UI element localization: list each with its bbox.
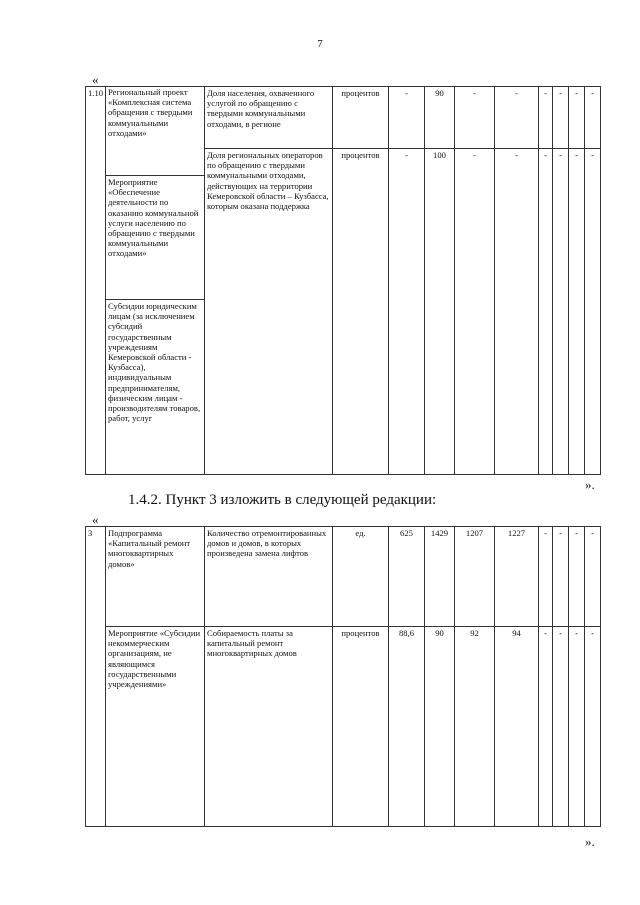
- value-cell: 90: [425, 627, 455, 827]
- value-cell: -: [553, 87, 569, 149]
- unit-cell: процентов: [333, 87, 389, 149]
- row-number: 1.10: [86, 87, 106, 475]
- value-cell: -: [585, 149, 601, 475]
- value-cell: 1207: [455, 527, 495, 627]
- value-cell: -: [553, 149, 569, 475]
- value-cell: 1227: [495, 527, 539, 627]
- table-row: [86, 627, 601, 827]
- table-row: [86, 527, 601, 627]
- value-cell: -: [585, 627, 601, 827]
- value-cell: -: [585, 87, 601, 149]
- value-cell: -: [539, 87, 553, 149]
- value-cell: 92: [455, 627, 495, 827]
- value-cell: -: [569, 149, 585, 475]
- value-cell: 100: [425, 149, 455, 475]
- section-heading: 1.4.2. Пункт 3 изложить в следующей редакции:: [128, 492, 437, 508]
- indicator-name: Количество отремонтированных домов и домов, в которых произведена замена лифтов: [205, 527, 333, 627]
- close-quote-2: ».: [585, 834, 595, 849]
- value-cell: 625: [389, 527, 425, 627]
- subsidy-name: Субсидии юридическим лицам (за исключением субсидий государственным учреждениям Кемеровской области - Кузбасса), индивидуальным предпринимателям, физическим лицам - производителям товаров, работ, услуг: [106, 299, 204, 424]
- value-cell: 94: [495, 627, 539, 827]
- measure-name: Мероприятие «Обеспечение деятельности по оказанию коммунальной услуги населению по обращению с твердыми коммунальными отходами»: [106, 175, 204, 299]
- unit-cell: процентов: [333, 149, 389, 475]
- value-cell: -: [569, 527, 585, 627]
- value-cell: -: [553, 627, 569, 827]
- open-quote-1: «: [92, 72, 99, 87]
- value-cell: -: [455, 149, 495, 475]
- value-cell: -: [495, 149, 539, 475]
- value-cell: -: [455, 87, 495, 149]
- value-cell: -: [585, 527, 601, 627]
- indicators-table-2: [85, 526, 601, 827]
- indicator-name: Собираемость платы за капитальный ремонт многоквартирных домов: [205, 627, 333, 827]
- unit-cell: процентов: [333, 627, 389, 827]
- unit-cell: ед.: [333, 527, 389, 627]
- value-cell: -: [553, 527, 569, 627]
- value-cell: 88,6: [389, 627, 425, 827]
- value-cell: -: [389, 87, 425, 149]
- page-number: 7: [317, 38, 323, 50]
- measure-name: Мероприятие «Субсидии некоммерческим организациям, не являющимся государственными учреждениями»: [106, 627, 205, 827]
- open-quote-2: «: [92, 512, 99, 527]
- value-cell: -: [539, 627, 553, 827]
- row-number: 3: [86, 527, 106, 827]
- value-cell: 90: [425, 87, 455, 149]
- value-cell: -: [569, 627, 585, 827]
- value-cell: -: [495, 87, 539, 149]
- indicators-table-1: [85, 86, 601, 475]
- value-cell: 1429: [425, 527, 455, 627]
- indicator-name: Доля региональных операторов по обращению с твердыми коммунальными отходами, действующих на территории Кемеровской области – Кузбасса, которым оказана поддержка: [205, 149, 333, 475]
- program-name: Подпрограмма «Капитальный ремонт многоквартирных домов»: [106, 527, 205, 627]
- value-cell: -: [539, 527, 553, 627]
- value-cell: -: [539, 149, 553, 475]
- indicator-name: Доля населения, охваченного услугой по обращению с твердыми коммунальными отходами, в регионе: [205, 87, 333, 149]
- table-row: [86, 87, 601, 149]
- value-cell: -: [389, 149, 425, 475]
- close-quote-1: ».: [585, 477, 595, 492]
- project-name: Региональный проект «Комплексная система обращения с твердыми коммунальными отходами»: [108, 87, 193, 138]
- value-cell: -: [569, 87, 585, 149]
- program-cell: [106, 87, 205, 475]
